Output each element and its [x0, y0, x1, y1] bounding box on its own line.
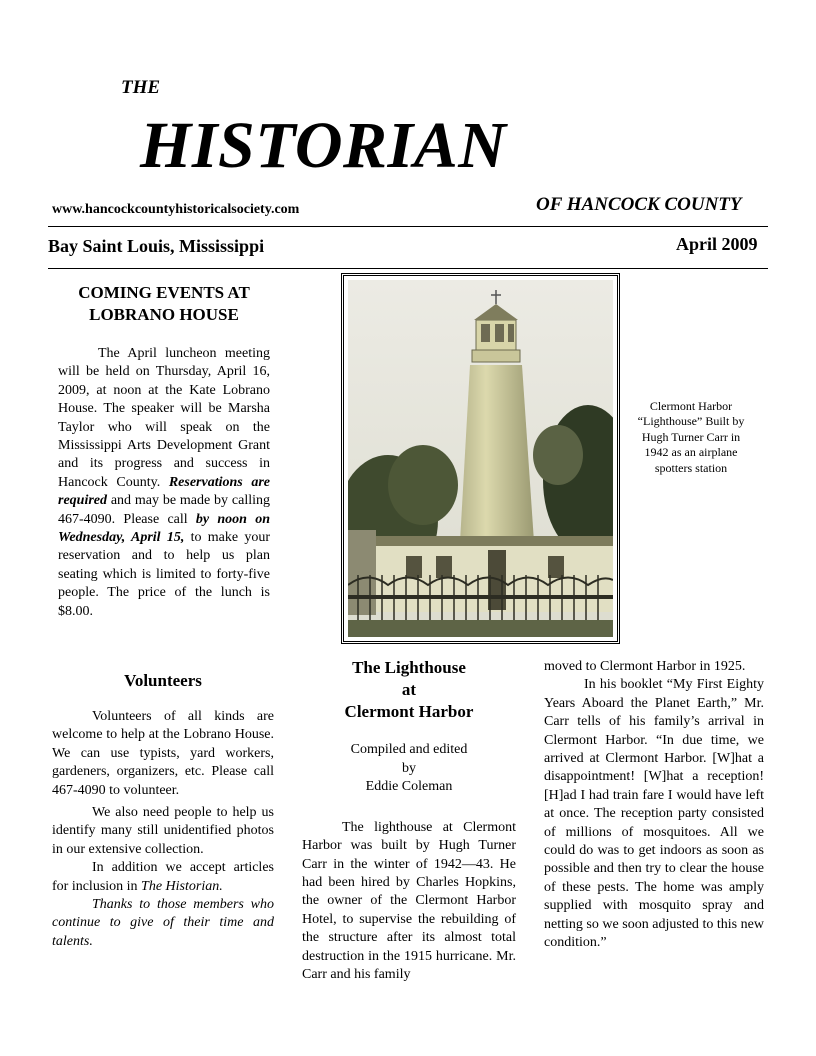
header-rule-bottom — [48, 268, 768, 269]
header-rule-top — [48, 226, 768, 227]
masthead-title: HISTORIAN — [140, 109, 507, 182]
issue-date: April 2009 — [676, 234, 758, 254]
lighthouse-photo — [341, 273, 620, 644]
volunteers-body — [52, 708, 274, 951]
article-heading — [302, 657, 516, 723]
article-heading-line1: The Lighthouse — [352, 658, 466, 677]
coming-events-heading-line1: COMING EVENTS AT — [78, 283, 250, 302]
coming-events-heading-line2: LOBRANO HOUSE — [89, 305, 239, 324]
volunteers-paragraph-3 — [52, 859, 274, 896]
volunteers-heading: Volunteers — [124, 671, 202, 690]
lighthouse-image — [348, 280, 613, 637]
volunteers-section — [52, 670, 274, 951]
volunteers-paragraph-2: We also need people to help us identify many still unidentified photos in our extensive collection. — [52, 805, 274, 857]
article-credit — [302, 741, 516, 797]
coming-events-paragraph — [58, 345, 270, 621]
credit-line2: by — [402, 760, 416, 776]
volunteers-thanks: Thanks to those members who continue to give of their time and talents. — [52, 897, 274, 949]
coming-events-section — [58, 282, 270, 621]
article-heading-line2: at — [401, 680, 417, 699]
events-text-1: The April luncheon meeting will be held on Thursday, April 16, 2009, at noon at the Kate Lobrano House. The speaker will be Marsha Taylor who will speak on the Mississippi Arts Development Grant and its progress and success in Hancock County. — [58, 346, 270, 490]
credit-author: Eddie Coleman — [365, 779, 453, 795]
article-paragraph-3: In his booklet “My First Eighty Years Aboard the Planet Earth,” Mr. Carr tells of his family’s arrival in Clermont Harbor. “In due time, we arrived at Clermont Harbor. [W]hat a disappointment! [W]hat a reception! [H]ad I had train fare I would have left at once. The reception party consisted of millions of mosquitoes. All we could do was to get indoors as soon as possible and then try to clear the house of these pests. The home was amply supplied with mosquito spray and netting so we soon adjusted to this new condition.” — [544, 677, 764, 951]
coming-events-body — [58, 345, 270, 621]
lighthouse-article-col2 — [544, 658, 764, 953]
society-url[interactable]: www.hancockcountyhistoricalsociety.com — [52, 202, 300, 217]
reservation-deadline: by noon on Wednesday, April 15, — [58, 511, 270, 546]
article-body-1 — [302, 819, 516, 985]
photo-caption: Clermont Harbor “Lighthouse” Built by Hugh Turner Carr in 1942 as an airplane spotters station — [637, 399, 745, 475]
article-paragraph-2: moved to Clermont Harbor in 1925. — [544, 659, 746, 674]
events-text-2: and may be made by calling 467-4090. Please call — [58, 493, 270, 527]
masthead-the: THE — [121, 77, 161, 98]
location: Bay Saint Louis, Mississippi — [48, 236, 265, 256]
credit-line1: Compiled and edited — [350, 742, 468, 757]
article-paragraph-1: The lighthouse at Clermont Harbor was built by Hugh Turner Carr in the winter of 1942—43. He had been hired by Charles Hopkins, the owner of the Clermont Harbor Hotel, to supervise the rebuilding of the structure after its almost total destruction in the 1915 hurricane. Mr. Carr and his family — [302, 819, 516, 983]
events-text-3: to make your reservation and to help us plan seating which is limited to forty-five people. The price of the lunch is $8.00. — [58, 530, 271, 619]
volunteers-p3-text: In addition we accept articles for inclusion in — [52, 860, 274, 894]
coming-events-heading — [58, 282, 270, 326]
masthead-subtitle: OF HANCOCK COUNTY — [536, 194, 742, 215]
reservations-required: Reservations are required — [58, 474, 270, 509]
lighthouse-article-col1 — [302, 657, 516, 984]
volunteers-paragraph-1: Volunteers of all kinds are welcome to help at the Lobrano House. We can use typists, yard workers, gardeners, organizers, etc. Please call 467-4090 to volunteer. — [52, 709, 274, 798]
article-heading-line3: Clermont Harbor — [344, 702, 474, 721]
historian-title-ref: The Historian. — [141, 878, 223, 894]
